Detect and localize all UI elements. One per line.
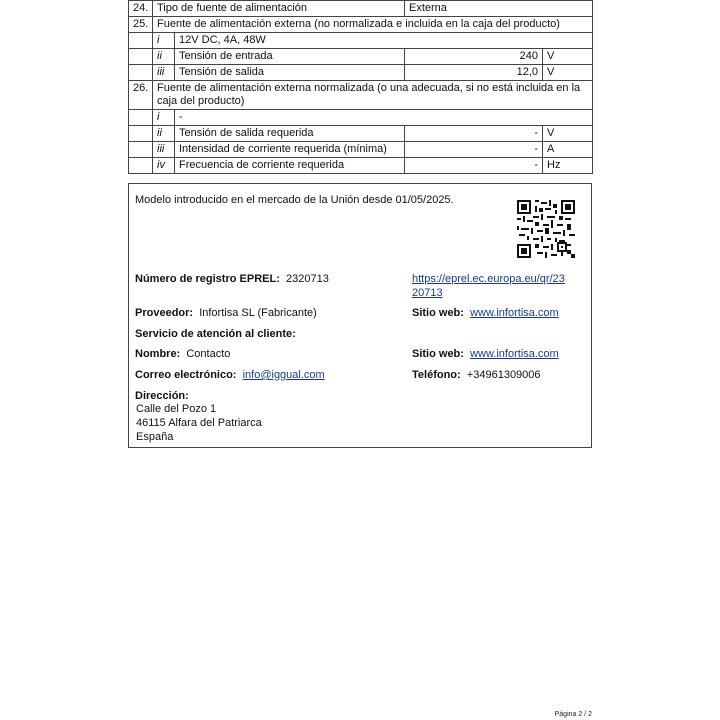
customer-service-heading: Servicio de atención al cliente: bbox=[135, 328, 296, 340]
row-label: Tensión de salida requerida bbox=[175, 126, 405, 142]
row-unit: A bbox=[543, 142, 593, 158]
phone-value: +34961309006 bbox=[466, 369, 541, 381]
eprel-registration bbox=[135, 272, 329, 286]
row-value: 240 bbox=[405, 49, 543, 65]
row-label: Fuente de alimentación externa normalizada (o una adecuada, si no está incluida en la caja del producto) bbox=[153, 81, 593, 110]
supplier-info-box bbox=[128, 183, 592, 448]
supplier-row bbox=[135, 306, 317, 320]
table-row bbox=[129, 17, 593, 33]
row-number-empty bbox=[129, 158, 153, 174]
eprel-label: Número de registro EPREL: bbox=[135, 273, 280, 285]
service-website-link[interactable]: www.infortisa.com bbox=[470, 348, 559, 360]
row-number-empty bbox=[129, 110, 153, 126]
row-sub-index: i bbox=[153, 33, 175, 49]
row-sub-index: ii bbox=[153, 49, 175, 65]
eprel-url-link[interactable] bbox=[412, 273, 565, 299]
table-row bbox=[129, 81, 593, 110]
row-sub-index: iii bbox=[153, 142, 175, 158]
email-label: Correo electrónico: bbox=[135, 369, 237, 381]
row-label: - bbox=[175, 110, 593, 126]
row-number: 25. bbox=[129, 17, 153, 33]
row-label: 12V DC, 4A, 48W bbox=[175, 33, 593, 49]
row-value: - bbox=[405, 126, 543, 142]
market-date-text: Modelo introducido en el mercado de la Unión desde 01/05/2025. bbox=[135, 194, 454, 206]
row-unit: V bbox=[543, 65, 593, 81]
table-row bbox=[129, 1, 593, 17]
row-number-empty bbox=[129, 126, 153, 142]
address-line-1: Calle del Pozo 1 bbox=[136, 403, 217, 415]
row-number: 24. bbox=[129, 1, 153, 17]
table-row bbox=[129, 126, 593, 142]
website-label: Sitio web: bbox=[412, 348, 464, 360]
qr-code-icon[interactable] bbox=[517, 200, 575, 258]
row-number-empty bbox=[129, 65, 153, 81]
address-line-3: España bbox=[136, 431, 174, 443]
row-unit: V bbox=[543, 126, 593, 142]
row-value: Externa bbox=[405, 1, 593, 17]
table-row bbox=[129, 110, 593, 126]
eprel-url-block bbox=[412, 272, 565, 300]
row-value: - bbox=[405, 158, 543, 174]
row-sub-index: ii bbox=[153, 126, 175, 142]
row-number: 26. bbox=[129, 81, 153, 110]
name-value: Contacto bbox=[186, 348, 231, 360]
name-label: Nombre: bbox=[135, 348, 181, 360]
email-link[interactable]: info@iggual.com bbox=[242, 369, 325, 381]
row-unit: Hz bbox=[543, 158, 593, 174]
row-value: 12,0 bbox=[405, 65, 543, 81]
row-label: Tensión de entrada bbox=[175, 49, 405, 65]
table-row bbox=[129, 49, 593, 65]
table-row bbox=[129, 158, 593, 174]
row-sub-index: iii bbox=[153, 65, 175, 81]
service-website-row bbox=[412, 347, 559, 361]
eprel-number: 2320713 bbox=[285, 273, 329, 285]
spec-table-section bbox=[128, 0, 592, 174]
supplier-website-link[interactable]: www.infortisa.com bbox=[470, 307, 559, 319]
supplier-website-row bbox=[412, 306, 559, 320]
page-number: Página 2 / 2 bbox=[554, 711, 592, 718]
row-unit: V bbox=[543, 49, 593, 65]
row-label: Tipo de fuente de alimentación bbox=[153, 1, 405, 17]
table-row bbox=[129, 142, 593, 158]
supplier-label: Proveedor: bbox=[135, 307, 194, 319]
row-value: - bbox=[405, 142, 543, 158]
spec-table bbox=[128, 0, 593, 174]
row-label: Tensión de salida bbox=[175, 65, 405, 81]
supplier-value: Infortisa SL (Fabricante) bbox=[199, 307, 317, 319]
row-label: Frecuencia de corriente requerida bbox=[175, 158, 405, 174]
row-label: Intensidad de corriente requerida (mínima) bbox=[175, 142, 405, 158]
address-line-2: 46115 Alfara del Patriarca bbox=[136, 417, 262, 429]
eprel-url-line2[interactable]: 20713 bbox=[412, 287, 443, 299]
row-sub-index: i bbox=[153, 110, 175, 126]
table-row bbox=[129, 65, 593, 81]
row-number-empty bbox=[129, 49, 153, 65]
contact-name-row bbox=[135, 347, 230, 361]
row-label: Fuente de alimentación externa (no normalizada e incluida en la caja del producto) bbox=[153, 17, 593, 33]
eprel-url-line1[interactable]: https://eprel.ec.europa.eu/qr/23 bbox=[412, 273, 565, 285]
table-row bbox=[129, 33, 593, 49]
row-sub-index: iv bbox=[153, 158, 175, 174]
email-row bbox=[135, 368, 325, 382]
website-label: Sitio web: bbox=[412, 307, 464, 319]
row-number-empty bbox=[129, 33, 153, 49]
row-number-empty bbox=[129, 142, 153, 158]
address-label: Dirección: bbox=[135, 390, 189, 402]
phone-label: Teléfono: bbox=[412, 369, 461, 381]
phone-row bbox=[412, 368, 541, 382]
